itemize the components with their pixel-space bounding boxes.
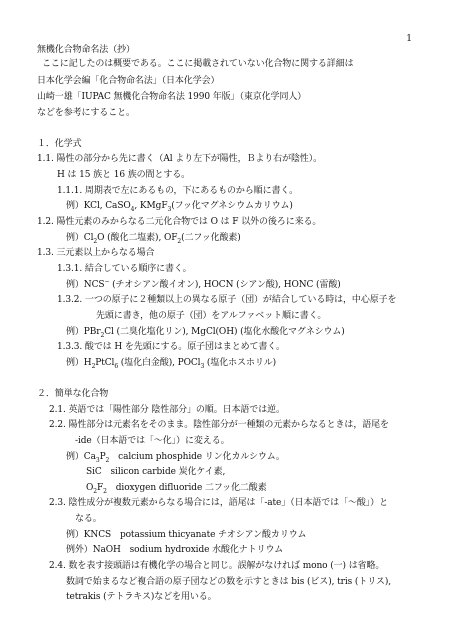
- rule-line: H は 15 族と 16 族の間とする。: [57, 170, 191, 180]
- rule-line: 1.2. 陽性元素のみからなる二元化合物では O は F 以外の後ろに来る。: [37, 217, 322, 227]
- page-number: 1: [406, 34, 412, 44]
- rule-line: 1.3.1. 結合している順序に書く。: [57, 264, 192, 274]
- rule-line: 1.1.1. 周期表で左にあるもの，下にあるものから順に書く。: [57, 186, 298, 196]
- example-line: 例）PBr$_2$Cl (二臭化塩化リン), MgCl(OH) (塩化水酸化マグネシウム): [66, 327, 345, 339]
- rule-line: -ide（日本語では「～化」）に変える。: [75, 436, 230, 446]
- rule-line: 1.3.2. 一つの原子に２種類以上の異なる原子（団）が結合している時は，中心原子を: [57, 295, 397, 305]
- intro-line: ここに記したのは概要である。ここに掲載されていない化合物に関する詳細は: [42, 59, 354, 69]
- example-line: SiC silicon carbide 炭化ケイ素,: [86, 467, 226, 477]
- rule-line: 1.3.3. 酸では H を先頭にする。原子団はまとめて書く。: [57, 342, 285, 352]
- rule-line: なる。: [75, 514, 102, 524]
- rule-line: 2.1. 英語では「陽性部分 陰性部分」の順。日本語では逆。: [49, 405, 285, 415]
- section-heading: ２．簡単な化合物: [37, 389, 109, 399]
- reference-line: などを参考にすること。: [37, 108, 135, 118]
- rule-line: 2.4. 数を表す接頭語は有機化学の場合と同じ。誤解がなければ mono (一) は省略。: [49, 561, 385, 571]
- rule-line: tetrakis (テトラキス)などを用いる。: [66, 592, 217, 602]
- example-line: 例）$Ca_3P_2$ calcium phosphide リン化カルシウム。: [66, 452, 285, 464]
- reference-line: 山崎一雄「IUPAC 無機化合物命名法 1990 年版」（東京化学同人）: [37, 92, 307, 102]
- example-line: 例）KNCS potassium thicyanate チオシアン酸カリウム: [66, 530, 307, 540]
- example-line: 例）$H_2PtCl_6$ (塩化白金酸), POCl$_3$ (塩化ホスホリル): [66, 358, 277, 370]
- example-line: 例）NCS− (チオシアン酸イオン), HOCN (シアン酸), HONC (雷酸): [66, 278, 341, 290]
- reference-line: 日本化学会編「化合物命名法」（日本化学会）: [37, 76, 220, 86]
- section-heading: １．化学式: [37, 139, 82, 149]
- rule-line: 1.1. 陽性の部分から先に書く（Al より左下が陽性，Ｂより右が陰性）。: [37, 154, 323, 164]
- example-line: $O_2F_2$ dioxygen difluoride 二フッ化二酸素: [86, 483, 267, 495]
- rule-line: 先頭に書き，他の原子（団）をアルファベット順に書く。: [96, 311, 327, 321]
- rule-line: 2.3. 陰性成分が複数元素からなる場合には，語尾は「-ate」（日本語では「～酸」）と: [49, 498, 388, 508]
- example-line: 例）KCl, CaSO$_4$, KMgF$_3$(フッ化マグネシウムカリウム): [66, 201, 293, 213]
- example-line: 例外）NaOH sodium hydroxide 水酸化ナトリウム: [66, 545, 284, 555]
- example-line: 例）$Cl_2O$ (酸化二塩素), $OF_2$(二フッ化酸素): [66, 233, 241, 245]
- rule-line: 2.2. 陽性部分は元素名をそのまま。陰性部分が一種類の元素からなるときは，語尾を: [49, 420, 389, 430]
- rule-line: 1.3. 三元素以上からなる場合: [37, 248, 155, 258]
- doc-title: 無機化合物命名法（抄）: [37, 45, 135, 55]
- rule-line: 数詞で始まるなど複合語の原子団などの数を示すときは bis (ビス), tris (トリス),: [66, 577, 392, 587]
